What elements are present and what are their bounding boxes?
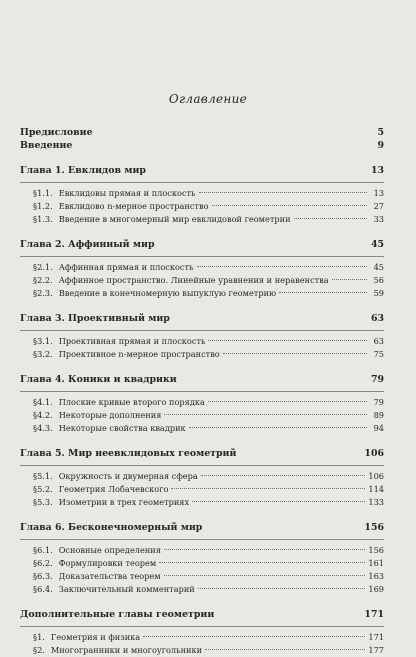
toc-section-row — [20, 187, 384, 200]
toc-section-row — [20, 348, 384, 361]
toc-section-row — [20, 557, 384, 570]
section-title: Изометрии в трех геометриях — [58, 497, 190, 507]
section-title: Формулировки теорем — [58, 558, 157, 568]
section-title: Аффинное пространство. Линейные уравнения и неравенства — [58, 275, 329, 285]
toc-section-row — [20, 631, 384, 644]
page-number: 75 — [373, 349, 384, 359]
spacer — [20, 509, 384, 521]
section-number: §2. — [33, 645, 45, 655]
section-number: §4.3. — [33, 423, 53, 433]
chapter-divider — [20, 391, 384, 392]
chapter-title: Глава 2. Аффинный мир — [20, 239, 155, 250]
page-number: 33 — [373, 214, 384, 224]
chapter-title: Глава 6. Бесконечномерный мир — [20, 522, 203, 533]
section-number: §1.2. — [33, 201, 53, 211]
toc-section-row — [20, 570, 384, 583]
chapter-divider — [20, 182, 384, 183]
page-number: 45 — [370, 239, 384, 250]
section-number: §3.2. — [33, 349, 53, 359]
toc-section-row — [20, 261, 384, 274]
section-title: Евклидовы прямая и плоскость — [58, 188, 196, 198]
dot-leader — [201, 475, 366, 476]
dot-leader — [143, 636, 365, 637]
page-number: 56 — [373, 275, 384, 285]
page-number: 27 — [373, 201, 384, 211]
section-number: §2.1. — [33, 262, 53, 272]
dot-leader — [164, 575, 366, 576]
section-number: §4.1. — [33, 397, 53, 407]
toc-section-row — [20, 483, 384, 496]
section-number: §2.2. — [33, 275, 53, 285]
section-title: Введение в конечномерную выпуклую геометрию — [58, 288, 277, 298]
page-number: 156 — [368, 545, 384, 555]
toc-heading-row — [20, 608, 384, 621]
chapter-title: Предисловие — [20, 127, 93, 138]
section-title: Доказательства теорем — [58, 571, 161, 581]
section-title: Плоские кривые второго порядка — [58, 397, 205, 407]
toc-section-row — [20, 409, 384, 422]
section-number: §6.4. — [33, 584, 53, 594]
toc-heading-row — [20, 312, 384, 325]
toc-section-row — [20, 213, 384, 226]
section-number: §1.3. — [33, 214, 53, 224]
section-title: Многогранники и многоугольники — [50, 645, 203, 655]
dot-leader — [164, 549, 365, 550]
chapter-title: Глава 3. Проективный мир — [20, 313, 170, 324]
page-number: 63 — [373, 336, 384, 346]
page-number: 9 — [377, 140, 384, 151]
page-number: 114 — [368, 484, 384, 494]
page-number: 133 — [368, 497, 384, 507]
chapter-divider — [20, 539, 384, 540]
page-number: 63 — [370, 313, 384, 324]
section-title: Проективное n-мерное пространство — [58, 349, 220, 359]
toc-section-row — [20, 274, 384, 287]
toc-section-row — [20, 544, 384, 557]
page-number: 161 — [368, 558, 384, 568]
spacer — [20, 226, 384, 238]
page-title: Оглавление — [168, 92, 248, 106]
dot-leader — [198, 588, 366, 589]
page-number: 13 — [370, 165, 384, 176]
section-number: §6.2. — [33, 558, 53, 568]
dot-leader — [223, 353, 367, 354]
section-title: Некоторые дополнения — [58, 410, 162, 420]
spacer — [20, 596, 384, 608]
toc-heading-row — [20, 521, 384, 534]
page-number: 79 — [370, 374, 384, 385]
section-number: §6.3. — [33, 571, 53, 581]
toc-heading-row — [20, 164, 384, 177]
toc-section-row — [20, 396, 384, 409]
page-number: 177 — [368, 645, 384, 655]
page-number: 5 — [377, 127, 384, 138]
section-title: Геометрия Лобачевского — [58, 484, 169, 494]
section-title: Некоторые свойства квадрик — [58, 423, 186, 433]
section-number: §5.3. — [33, 497, 53, 507]
page-number: 169 — [368, 584, 384, 594]
page-number: 106 — [368, 471, 384, 481]
section-number: §2.3. — [33, 288, 53, 298]
table-of-contents — [20, 126, 384, 657]
dot-leader — [189, 427, 367, 428]
chapter-title: Глава 1. Евклидов мир — [20, 165, 146, 176]
spacer — [20, 300, 384, 312]
page-number: 163 — [368, 571, 384, 581]
page-number: 106 — [364, 448, 384, 459]
dot-leader — [279, 292, 367, 293]
page-number: 156 — [364, 522, 384, 533]
dot-leader — [199, 192, 367, 193]
chapter-divider — [20, 330, 384, 331]
section-number: §3.1. — [33, 336, 53, 346]
toc-section-row — [20, 335, 384, 348]
dot-leader — [159, 562, 365, 563]
toc-heading-row — [20, 238, 384, 251]
section-title: Основные определения — [58, 545, 161, 555]
toc-section-row — [20, 200, 384, 213]
spacer — [20, 152, 384, 164]
toc-heading-row — [20, 139, 384, 152]
page-number: 59 — [373, 288, 384, 298]
dot-leader — [212, 205, 368, 206]
section-title: Проективная прямая и плоскость — [58, 336, 206, 346]
section-title: Заключительный комментарий — [58, 584, 195, 594]
page-number: 45 — [373, 262, 384, 272]
dot-leader — [294, 218, 367, 219]
toc-section-row — [20, 470, 384, 483]
section-number: §5.2. — [33, 484, 53, 494]
section-title: Евклидово n-мерное пространство — [58, 201, 209, 211]
chapter-title: Дополнительные главы геометрии — [20, 609, 215, 620]
chapter-title: Глава 5. Мир неевклидовых геометрий — [20, 448, 237, 459]
dot-leader — [205, 649, 365, 650]
section-number: §1. — [33, 632, 45, 642]
section-title: Окружность и двумерная сфера — [58, 471, 198, 481]
chapter-title: Введение — [20, 140, 73, 151]
toc-section-row — [20, 287, 384, 300]
section-title: Геометрия и физика — [50, 632, 141, 642]
toc-heading-row — [20, 126, 384, 139]
dot-leader — [192, 501, 365, 502]
section-number: §6.1. — [33, 545, 53, 555]
chapter-divider — [20, 256, 384, 257]
section-title: Аффинная прямая и плоскость — [58, 262, 194, 272]
page-number: 94 — [373, 423, 384, 433]
toc-heading-row — [20, 373, 384, 386]
toc-section-row — [20, 496, 384, 509]
section-title: Введение в многомерный мир евклидовой геометрии — [58, 214, 291, 224]
chapter-title: Глава 4. Коники и квадрики — [20, 374, 177, 385]
chapter-divider — [20, 626, 384, 627]
chapter-divider — [20, 465, 384, 466]
section-number: §4.2. — [33, 410, 53, 420]
dot-leader — [208, 340, 367, 341]
page-number: 13 — [373, 188, 384, 198]
section-number: §5.1. — [33, 471, 53, 481]
page-number: 171 — [368, 632, 384, 642]
toc-section-row — [20, 422, 384, 435]
dot-leader — [208, 401, 367, 402]
page-number: 79 — [373, 397, 384, 407]
toc-section-row — [20, 583, 384, 596]
spacer — [20, 435, 384, 447]
toc-heading-row — [20, 447, 384, 460]
dot-leader — [332, 279, 367, 280]
section-number: §1.1. — [33, 188, 53, 198]
spacer — [20, 361, 384, 373]
page-number: 171 — [364, 609, 384, 620]
dot-leader — [197, 266, 368, 267]
page-number: 89 — [373, 410, 384, 420]
dot-leader — [164, 414, 367, 415]
dot-leader — [171, 488, 365, 489]
